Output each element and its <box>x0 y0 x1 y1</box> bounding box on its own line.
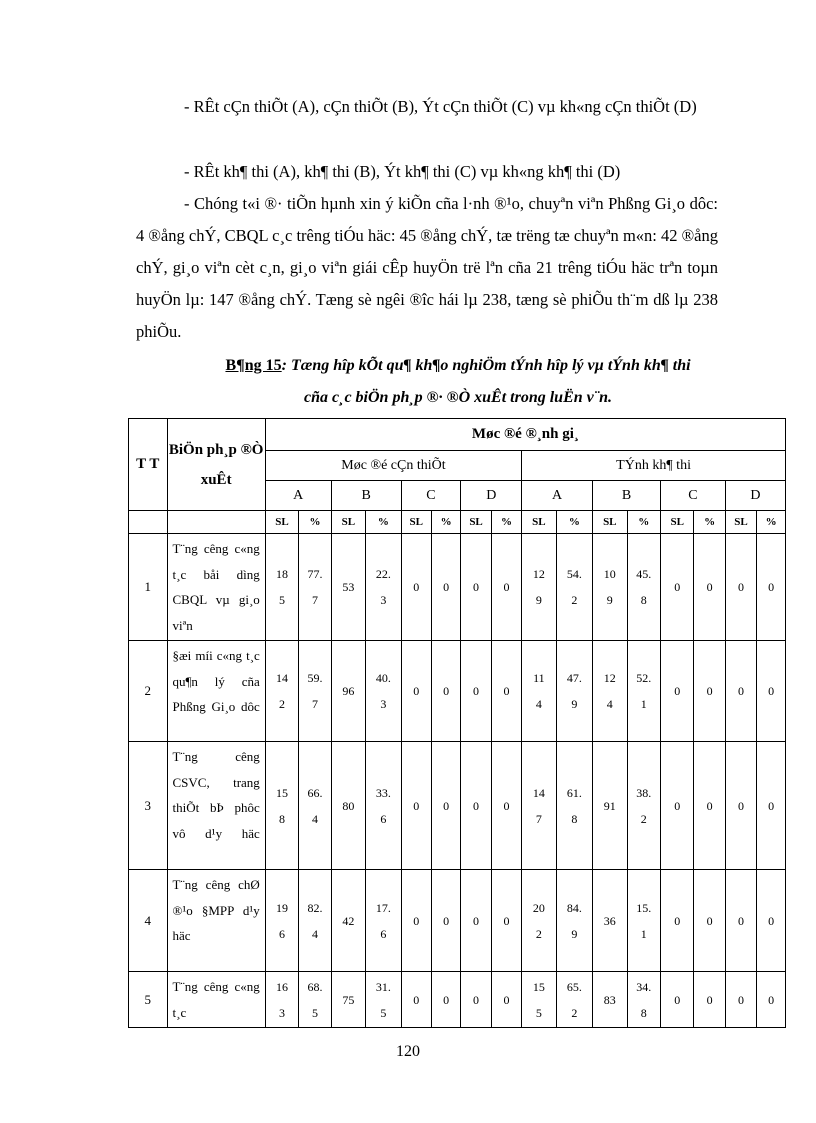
row-tt: 4 <box>129 870 168 972</box>
header-pct: % <box>431 511 460 534</box>
paragraph-criteria-necessity: - RÊt cÇn thiÕt (A), cÇn thiÕt (B), Ýt cÇn thiÕt (C) vµ kh«ng cÇn thiÕt (D) <box>184 97 697 116</box>
row-value-cell: 0 <box>401 641 431 742</box>
header-sl-pct-row <box>129 511 786 534</box>
row-value-cell: 0 <box>491 870 521 972</box>
row-value-cell: 61. 8 <box>556 742 592 870</box>
header-level: D <box>461 481 522 511</box>
header-pct: % <box>627 511 660 534</box>
row-value-cell: 0 <box>401 870 431 972</box>
row-value-cell: 68. 5 <box>299 972 331 1028</box>
header-sl: SL <box>593 511 627 534</box>
row-value-cell: 18 5 <box>265 534 298 641</box>
row-tt: 1 <box>129 534 168 641</box>
row-value-cell: 0 <box>401 972 431 1028</box>
row-value-cell: 54. 2 <box>556 534 592 641</box>
row-value-cell: 0 <box>725 742 756 870</box>
table-row <box>129 742 786 870</box>
row-value-cell: 0 <box>725 534 756 641</box>
row-bien-phap: T¨ng cêng CSVC, trang thiÕt bÞ phôc vô d¹y häc <box>167 742 265 870</box>
row-value-cell: 0 <box>660 534 693 641</box>
table-caption-label: B¶ng 15 <box>225 357 282 374</box>
row-value-cell: 42 <box>331 870 365 972</box>
header-pct: % <box>491 511 521 534</box>
paragraph-criteria-feasibility: - RÊt kh¶ thi (A), kh¶ thi (B), Ýt kh¶ thi (C) vµ kh«ng kh¶ thi (D) <box>184 162 621 181</box>
row-value-cell: 0 <box>694 972 725 1028</box>
row-bien-phap: T¨ng cêng chØ ®¹o §MPP d¹y häc <box>167 870 265 972</box>
row-value-cell: 0 <box>660 641 693 742</box>
row-value-cell: 84. 9 <box>556 870 592 972</box>
header-sl: SL <box>522 511 556 534</box>
row-value-cell: 0 <box>491 641 521 742</box>
row-value-cell: 0 <box>401 742 431 870</box>
header-level: C <box>401 481 461 511</box>
header-level: C <box>660 481 725 511</box>
row-value-cell: 0 <box>431 870 460 972</box>
row-value-cell: 14 2 <box>265 641 298 742</box>
row-value-cell: 66. 4 <box>299 742 331 870</box>
row-value-cell: 0 <box>660 742 693 870</box>
row-value-cell: 36 <box>593 870 627 972</box>
row-tt: 2 <box>129 641 168 742</box>
row-value-cell: 16 3 <box>265 972 298 1028</box>
header-pct: % <box>299 511 331 534</box>
row-bien-phap: T¨ng cêng c«ng t¸c båi dìng CBQL vµ gi¸o viªn <box>167 534 265 641</box>
row-value-cell: 15 8 <box>265 742 298 870</box>
table-row <box>129 972 786 1028</box>
row-value-cell: 0 <box>431 641 460 742</box>
row-value-cell: 77. 7 <box>299 534 331 641</box>
header-sl: SL <box>401 511 431 534</box>
row-value-cell: 14 7 <box>522 742 556 870</box>
header-muc-do-danh-gia: Møc ®é ®¸nh gi¸ <box>265 419 785 451</box>
row-value-cell: 0 <box>725 870 756 972</box>
page-number: 120 <box>396 1043 420 1060</box>
table-row <box>129 870 786 972</box>
header-can-thiet: Møc ®é cÇn thiÕt <box>265 451 521 481</box>
row-value-cell: 0 <box>461 534 491 641</box>
row-value-cell: 0 <box>694 534 725 641</box>
row-value-cell: 0 <box>431 742 460 870</box>
header-pct: % <box>757 511 786 534</box>
row-value-cell: 19 6 <box>265 870 298 972</box>
row-value-cell: 0 <box>660 972 693 1028</box>
row-value-cell: 59. 7 <box>299 641 331 742</box>
row-value-cell: 10 9 <box>593 534 627 641</box>
row-value-cell: 0 <box>431 534 460 641</box>
row-value-cell: 0 <box>491 742 521 870</box>
row-value-cell: 38. 2 <box>627 742 660 870</box>
row-value-cell: 0 <box>461 641 491 742</box>
row-value-cell: 82. 4 <box>299 870 331 972</box>
row-value-cell: 33. 6 <box>366 742 401 870</box>
row-value-cell: 0 <box>757 870 786 972</box>
row-value-cell: 0 <box>757 742 786 870</box>
header-tt: T T <box>129 419 168 511</box>
table-caption-line1 <box>128 350 788 382</box>
row-value-cell: 0 <box>694 641 725 742</box>
row-tt: 5 <box>129 972 168 1028</box>
row-value-cell: 11 4 <box>522 641 556 742</box>
row-value-cell: 65. 2 <box>556 972 592 1028</box>
row-value-cell: 0 <box>757 972 786 1028</box>
row-value-cell: 80 <box>331 742 365 870</box>
row-value-cell: 91 <box>593 742 627 870</box>
header-kha-thi: TÝnh kh¶ thi <box>522 451 786 481</box>
row-value-cell: 0 <box>757 534 786 641</box>
row-value-cell: 0 <box>461 742 491 870</box>
row-value-cell: 12 9 <box>522 534 556 641</box>
header-pct: % <box>366 511 401 534</box>
header-pct: % <box>556 511 592 534</box>
row-value-cell: 0 <box>461 870 491 972</box>
header-sl: SL <box>725 511 756 534</box>
header-sl: SL <box>660 511 693 534</box>
header-sl: SL <box>331 511 365 534</box>
header-sl: SL <box>461 511 491 534</box>
header-sl: SL <box>265 511 298 534</box>
row-value-cell: 75 <box>331 972 365 1028</box>
row-value-cell: 0 <box>725 641 756 742</box>
row-value-cell: 0 <box>401 534 431 641</box>
table-row <box>129 534 786 641</box>
row-value-cell: 53 <box>331 534 365 641</box>
row-value-cell: 22. 3 <box>366 534 401 641</box>
row-value-cell: 0 <box>461 972 491 1028</box>
row-value-cell: 52. 1 <box>627 641 660 742</box>
empty-cell <box>167 511 265 534</box>
row-tt: 3 <box>129 742 168 870</box>
row-value-cell: 0 <box>725 972 756 1028</box>
header-pct: % <box>694 511 725 534</box>
header-level: B <box>593 481 661 511</box>
row-value-cell: 34. 8 <box>627 972 660 1028</box>
header-level: B <box>331 481 401 511</box>
row-value-cell: 15 5 <box>522 972 556 1028</box>
row-value-cell: 0 <box>431 972 460 1028</box>
row-value-cell: 12 4 <box>593 641 627 742</box>
row-value-cell: 83 <box>593 972 627 1028</box>
header-bien-phap: BiÖn ph¸p ®Ò xuÊt <box>167 419 265 511</box>
row-value-cell: 0 <box>694 870 725 972</box>
survey-results-table <box>128 418 786 1028</box>
row-value-cell: 0 <box>491 972 521 1028</box>
header-level: D <box>725 481 785 511</box>
row-value-cell: 40. 3 <box>366 641 401 742</box>
row-bien-phap: T¨ng cêng c«ng t¸c <box>167 972 265 1028</box>
row-value-cell: 0 <box>757 641 786 742</box>
header-level: A <box>265 481 331 511</box>
row-value-cell: 20 2 <box>522 870 556 972</box>
table-row <box>129 641 786 742</box>
paragraph-survey-description: - Chóng t«i ®· tiÕn hµnh xin ý kiÕn cña l·nh ®¹o, chuyªn viªn Phßng Gi¸o dôc: 4 ®ång chÝ, CBQL c¸c trêng tiÓu häc: 45 ®ång chÝ, tæ trëng tæ chuyªn m«n: 42 ®ång chÝ, gi¸o viªn cèt c¸n, gi¸o viªn giái cÊp huyÖn trë lªn cña 21 trêng tiÓu häc trªn toµn huyÖn lµ: 147 ®ång chÝ. Tæng sè ngêi ®îc hái lµ 238, tæng sè phiÕu th¨m dß lµ 238 phiÕu. <box>136 194 718 341</box>
row-bien-phap: §æi míi c«ng t¸c qu¶n lý cña Phßng Gi¸o dôc <box>167 641 265 742</box>
row-value-cell: 17. 6 <box>366 870 401 972</box>
row-value-cell: 15. 1 <box>627 870 660 972</box>
row-value-cell: 0 <box>491 534 521 641</box>
empty-cell <box>129 511 168 534</box>
row-value-cell: 0 <box>660 870 693 972</box>
row-value-cell: 31. 5 <box>366 972 401 1028</box>
row-value-cell: 96 <box>331 641 365 742</box>
table-caption-line2: cña c¸c biÖn ph¸p ®· ®Ò xuÊt trong luËn v¨n. <box>304 389 612 406</box>
row-value-cell: 45. 8 <box>627 534 660 641</box>
row-value-cell: 47. 9 <box>556 641 592 742</box>
table-caption-text: : Tæng hîp kÕt qu¶ kh¶o nghiÖm tÝnh hîp lý vµ tÝnh kh¶ thi <box>281 357 691 374</box>
row-value-cell: 0 <box>694 742 725 870</box>
header-level: A <box>522 481 593 511</box>
